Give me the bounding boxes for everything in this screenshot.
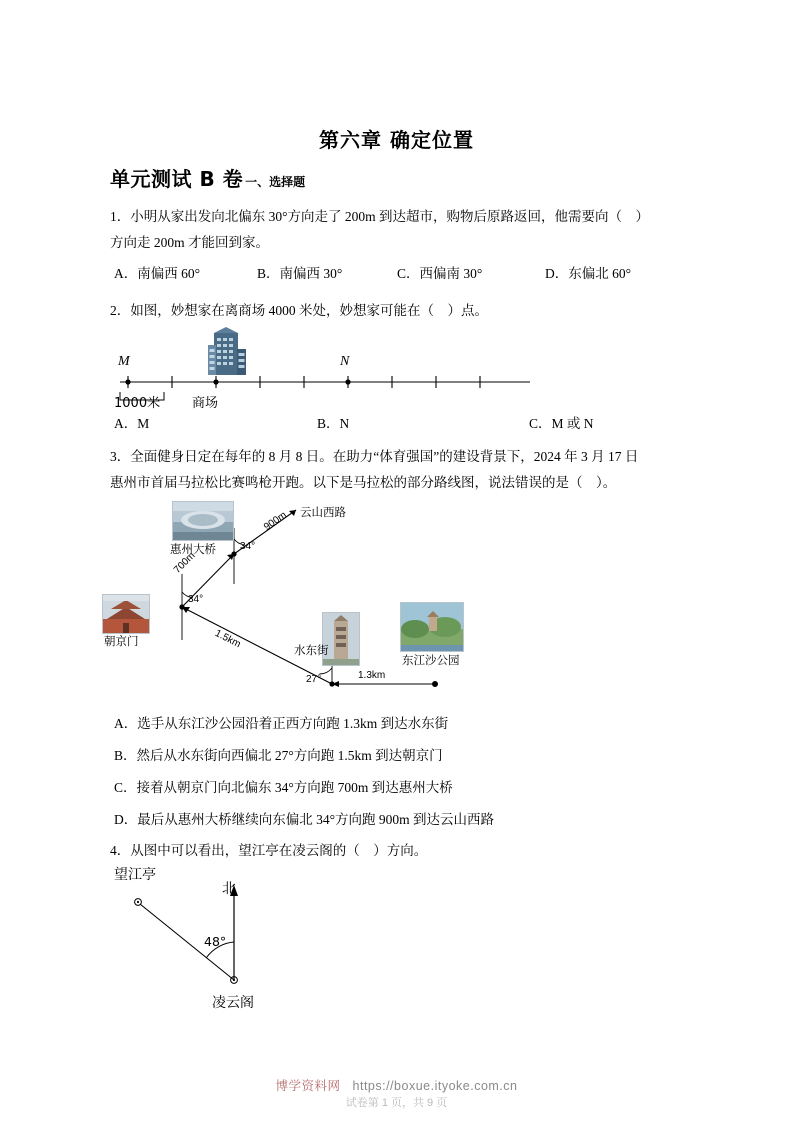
page-number: 试卷第 1 页，共 9 页 bbox=[345, 1097, 448, 1109]
q1-line2: 方向走 200m 才能回到家。 bbox=[110, 235, 270, 250]
q4-line1: 从图中可以看出，望江亭在凌云阁的（ ）方向。 bbox=[130, 843, 428, 858]
q3-seg-700m: 700m bbox=[172, 550, 198, 576]
q4-label-north: 北 bbox=[222, 881, 236, 897]
q3-label-shuidong: 水东街 bbox=[294, 643, 329, 657]
q3-option-a[interactable]: A．选手从东江沙公园沿着正西方向跑 1.3km 到达水东街 bbox=[114, 716, 449, 731]
shopping-mall-building-icon bbox=[204, 327, 250, 377]
q3-angle-34-gate: 34° bbox=[188, 594, 204, 605]
direction-angle-diagram bbox=[110, 872, 370, 1012]
q3-label-yunshan: 云山西路 bbox=[300, 505, 346, 519]
q3-label-bridge: 惠州大桥 bbox=[170, 542, 216, 556]
q1-option-a[interactable]: A．南偏西 60° bbox=[114, 266, 201, 281]
q2-option-b[interactable]: B．N bbox=[317, 416, 350, 431]
watermark-url: https://boxue.ityoke.com.cn bbox=[352, 1079, 518, 1093]
q1-option-c[interactable]: C．西偏南 30° bbox=[397, 266, 483, 281]
q1-option-d[interactable]: D．东偏北 60° bbox=[545, 266, 632, 281]
q3-angle-34-bridge: 34° bbox=[240, 541, 256, 552]
q3-number: 3． bbox=[110, 449, 131, 464]
footer-watermark bbox=[0, 1076, 793, 1094]
question-2-figure bbox=[110, 330, 550, 410]
q2-label-mall: 商场 bbox=[192, 396, 219, 411]
question-2-options bbox=[114, 412, 692, 436]
number-line-diagram bbox=[110, 330, 550, 410]
q1-line1: 小明从家出发向北偏东 30°方向走了 200m 到达超市，购物后原路返回，他需要向（ ） bbox=[130, 209, 650, 224]
q3-option-b[interactable]: B．然后从水东街向西偏北 27°方向跑 1.5km 到达朝京门 bbox=[114, 748, 443, 763]
q4-angle-48: 48° bbox=[204, 934, 227, 949]
q3-line2: 惠州市首届马拉松比赛鸣枪开跑。以下是马拉松的部分路线图，说法错误的是（ ）。 bbox=[110, 475, 617, 490]
q4-label-wangjiang: 望江亭 bbox=[114, 867, 156, 883]
q3-line1: 全面健身日定在每年的 8 月 8 日。在助力“体育强国”的建设背景下，2024 年 3 月 17 日 bbox=[130, 449, 639, 464]
question-4-figure bbox=[110, 867, 370, 1012]
q2-line1: 如图，妙想家在离商场 4000 米处，妙想家可能在（ ）点。 bbox=[130, 303, 488, 318]
q3-option-d[interactable]: D．最后从惠州大桥继续向东偏北 34°方向跑 900m 到达云山西路 bbox=[114, 812, 495, 827]
q3-angle-27: 27° bbox=[306, 674, 322, 685]
question-4-text bbox=[110, 838, 688, 864]
q2-number: 2． bbox=[110, 303, 131, 318]
q2-label-scale: 1000米 bbox=[114, 396, 161, 411]
question-3-text bbox=[110, 444, 688, 496]
subtitle-main: 单元测试 B 卷 bbox=[110, 167, 244, 191]
q3-label-park: 东江沙公园 bbox=[402, 653, 460, 667]
huizhou-bridge-photo bbox=[172, 501, 234, 541]
q4-label-lingyun: 凌云阁 bbox=[212, 995, 254, 1011]
question-3-figure bbox=[104, 502, 540, 702]
page-title: 第六章 确定位置 bbox=[319, 128, 474, 152]
q3-label-gate: 朝京门 bbox=[104, 634, 139, 648]
q2-label-N: N bbox=[340, 354, 350, 369]
q2-label-M: M bbox=[118, 354, 130, 369]
q2-option-a[interactable]: A．M bbox=[114, 416, 150, 431]
chaojing-gate-photo bbox=[102, 594, 150, 634]
q3-seg-1-5km: 1.5km bbox=[213, 628, 243, 651]
question-3-options bbox=[114, 708, 494, 836]
q2-option-c[interactable]: C．M 或 N bbox=[529, 416, 594, 431]
dongjiangsha-park-photo bbox=[400, 602, 464, 652]
q4-number: 4． bbox=[110, 843, 131, 858]
q3-seg-900m: 900m bbox=[262, 509, 289, 534]
q3-option-c[interactable]: C．接着从朝京门向北偏东 34°方向跑 700m 到达惠州大桥 bbox=[114, 780, 453, 795]
q1-number: 1． bbox=[110, 209, 131, 224]
q3-seg-1-3km: 1.3km bbox=[358, 670, 386, 681]
question-1-options bbox=[114, 262, 692, 286]
q1-option-b[interactable]: B．南偏西 30° bbox=[257, 266, 343, 281]
subtitle-row bbox=[110, 163, 305, 192]
watermark-site-name: 博学资料网 bbox=[275, 1079, 341, 1093]
section-heading: 一、选择题 bbox=[245, 175, 306, 189]
question-2-text bbox=[110, 298, 688, 324]
question-1-text bbox=[110, 204, 688, 256]
